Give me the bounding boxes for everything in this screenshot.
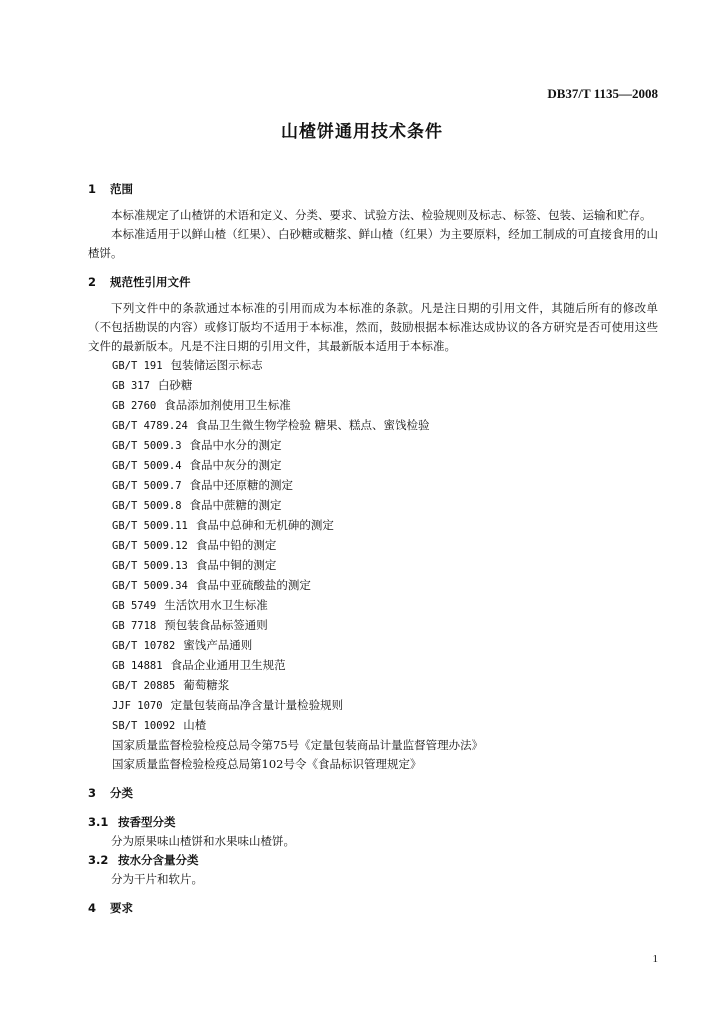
reference-code: GB/T 4789.24 [112,420,188,432]
reference-title: 预包装食品标签通则 [164,618,268,632]
reference-title: 食品中水分的测定 [189,438,282,452]
reference-title: 食品中铜的测定 [195,558,277,572]
reference-item [112,755,658,774]
reference-code: GB/T 5009.8 [112,500,182,512]
section-title: 要求 [110,901,133,915]
reference-title: 食品中蔗糖的测定 [189,498,282,512]
paragraph: 分为原果味山楂饼和水果味山楂饼。 [111,834,295,848]
reference-title: 山楂 [183,718,207,732]
section-number: 1 [88,182,97,196]
reference-item [112,636,658,656]
reference-title: 白砂糖 [157,378,193,392]
subsection-number: 3.1 [88,815,109,829]
reference-item [112,596,658,616]
reference-code: GB/T 191 [112,360,163,372]
section-number: 4 [88,901,97,915]
reference-code: SB/T 10092 [112,720,176,732]
reference-code: GB/T 10782 [112,640,176,652]
reference-title: 食品中铅的测定 [195,538,277,552]
reference-item [112,616,658,636]
reference-code: GB/T 5009.11 [112,520,188,532]
reference-item [112,556,658,576]
reference-item [112,716,658,736]
reference-item [112,496,658,516]
reference-title: 食品中还原糖的测定 [189,478,294,492]
paragraph: 本标准规定了山楂饼的术语和定义、分类、要求、试验方法、检验规则及标志、标签、包装、运输和贮存。 [111,208,652,222]
reference-title: 定量包装商品净含量计量检验规则 [170,698,344,712]
subsection-heading-by-moisture [88,851,658,870]
standard-code: DB37/T 1135—2008 [547,86,658,101]
section-heading-scope [88,180,658,199]
reference-item [112,656,658,676]
reference-title: 国家质量监督检验检疫总局第102号令《食品标识管理规定》 [112,757,422,771]
section-number: 3 [88,786,97,800]
subsection-number: 3.2 [88,853,109,867]
reference-code: GB 7718 [112,620,157,632]
section-title: 规范性引用文件 [110,275,191,289]
reference-title: 生活饮用水卫生标准 [164,598,268,612]
reference-code: JJF 1070 [112,700,163,712]
reference-item [112,456,658,476]
reference-item [112,376,658,396]
subsection-title: 按水分含量分类 [118,853,199,867]
reference-title: 食品卫生微生物学检验 糖果、糕点、蜜饯检验 [195,418,430,432]
section-title: 分类 [110,786,133,800]
reference-title: 国家质量监督检验检疫总局令第75号《定量包装商品计量监督管理办法》 [112,738,484,752]
reference-title: 包装储运图示标志 [170,358,263,372]
document-body [88,180,658,918]
reference-title: 蜜饯产品通则 [183,638,253,652]
section-heading-requirements [88,899,658,918]
paragraph: 本标准适用于以鲜山楂（红果）、白砂糖或糖浆、鲜山楂（红果）为主要原料，经加工制成的可直接食用的山楂饼。 [88,227,658,260]
section-heading-normative-references [88,273,658,292]
section-heading-classification [88,784,658,803]
reference-item [112,356,658,376]
reference-title: 食品添加剂使用卫生标准 [164,398,291,412]
document-title: 山楂饼通用技术条件 [281,122,443,142]
reference-item [112,696,658,716]
reference-item [112,516,658,536]
reference-code: GB/T 5009.3 [112,440,182,452]
section-title: 范围 [110,182,133,196]
reference-list [88,356,658,774]
subsection-title: 按香型分类 [118,815,176,829]
reference-title: 食品中灰分的测定 [189,458,282,472]
reference-title: 食品中总砷和无机砷的测定 [195,518,334,532]
reference-title: 食品中亚硫酸盐的测定 [195,578,311,592]
reference-code: GB 14881 [112,660,163,672]
page-number: 1 [652,953,658,965]
reference-item [112,536,658,556]
reference-code: GB/T 5009.34 [112,580,188,592]
reference-code: GB 5749 [112,600,157,612]
reference-item [112,396,658,416]
reference-item [112,476,658,496]
reference-code: GB 2760 [112,400,157,412]
paragraph: 下列文件中的条款通过本标准的引用而成为本标准的条款。凡是注日期的引用文件，其随后所有的修改单（不包括勘误的内容）或修订版均不适用于本标准，然而，鼓励根据本标准达成协议的各方研究是否可使用这些文件的最新版本。凡是不注日期的引用文件，其最新版本适用于本标准。 [88,301,658,353]
reference-title: 食品企业通用卫生规范 [170,658,286,672]
reference-item [112,416,658,436]
reference-item [112,676,658,696]
reference-title: 葡萄糖浆 [183,678,230,692]
reference-code: GB/T 20885 [112,680,176,692]
subsection-heading-by-flavor [88,813,658,832]
reference-code: GB/T 5009.7 [112,480,182,492]
reference-item [112,576,658,596]
paragraph: 分为干片和软片。 [111,872,203,886]
reference-code: GB/T 5009.4 [112,460,182,472]
reference-code: GB 317 [112,380,150,392]
reference-code: GB/T 5009.12 [112,540,188,552]
reference-item [112,736,658,755]
reference-code: GB/T 5009.13 [112,560,188,572]
reference-item [112,436,658,456]
section-number: 2 [88,275,97,289]
